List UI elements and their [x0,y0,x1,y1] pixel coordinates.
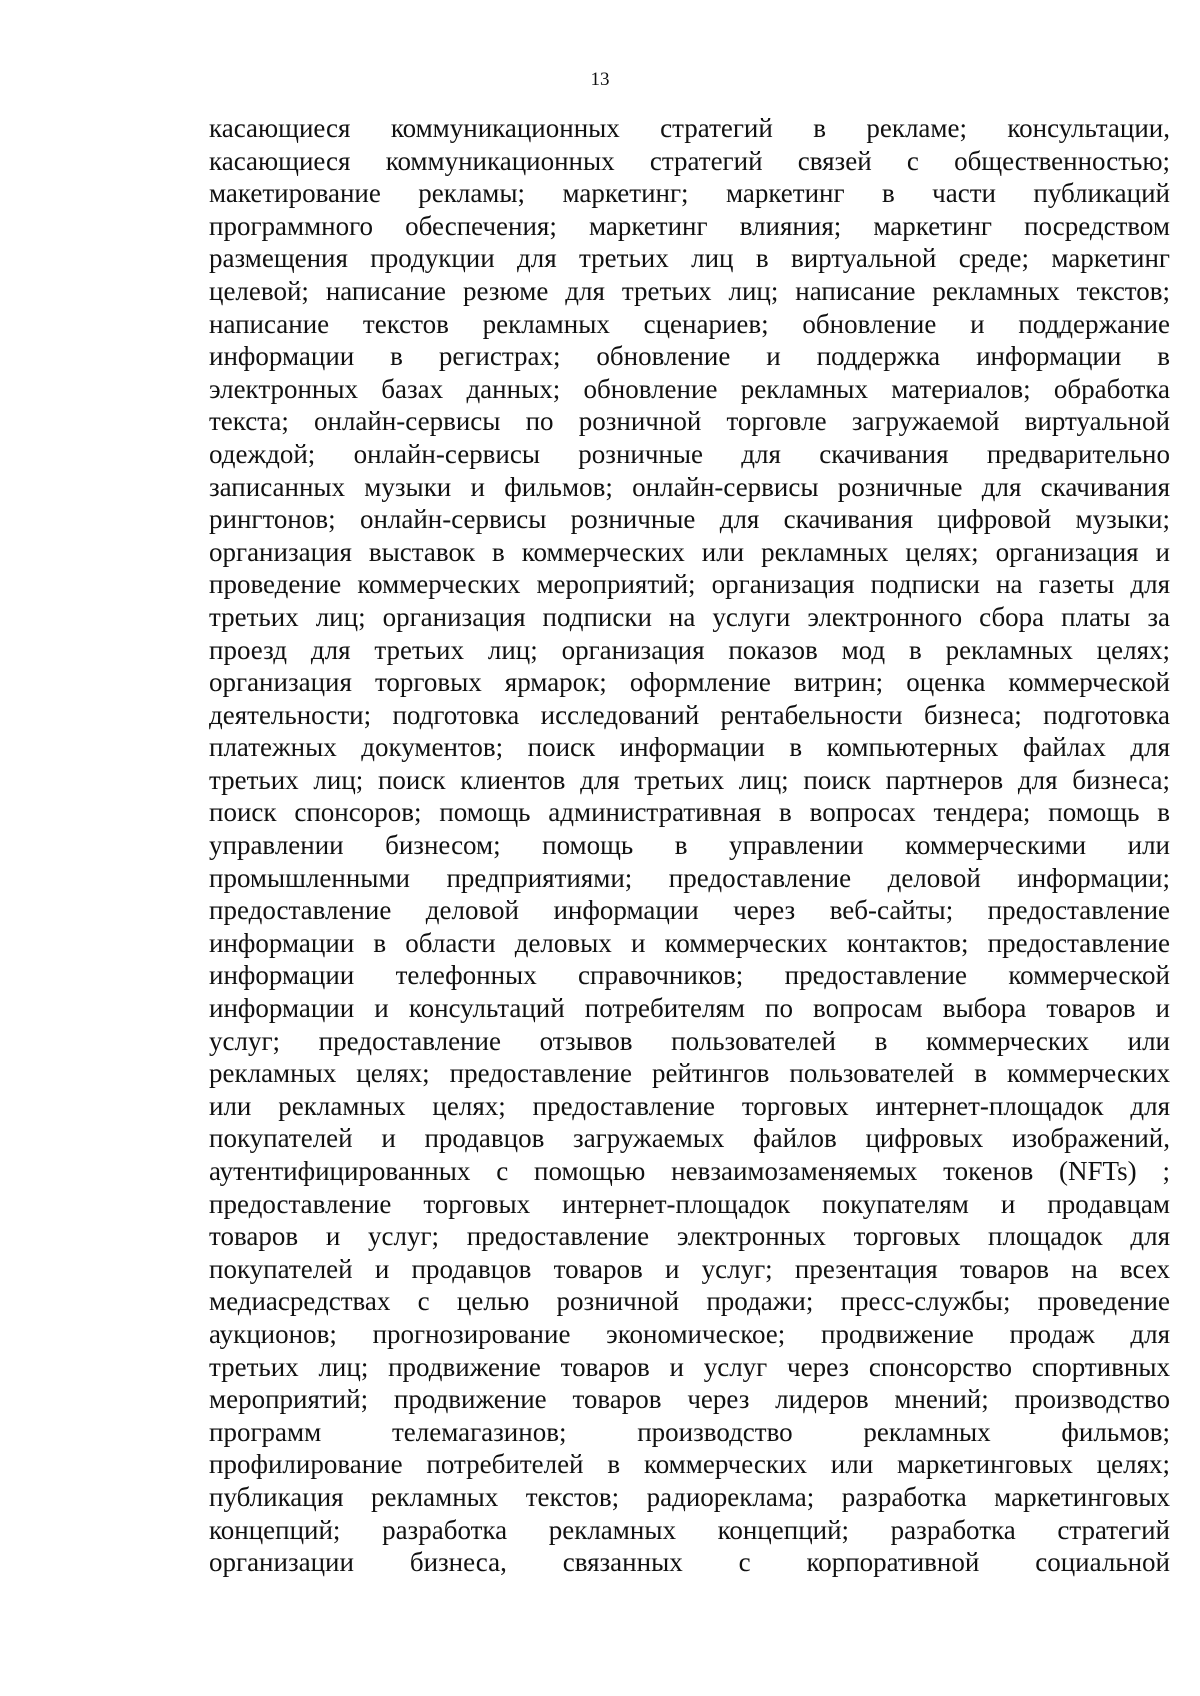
text-line: касающиеся коммуникационных стратегий в рекламе; консультации, [209,113,1170,143]
text-line: одеждой; онлайн-сервисы розничные для скачивания предварительно [209,438,1170,469]
text-line: покупателей и продавцов загружаемых файлов цифровых изображений, [209,1123,1170,1154]
text-line: рекламных целях; предоставление рейтингов пользователей в коммерческих [209,1058,1170,1089]
text-line: медиасредствах с целью розничной продажи; пресс-службы; проведение [209,1286,1170,1317]
body-text [209,112,1170,1579]
text-line: рингтонов; онлайн-сервисы розничные для скачивания цифровой музыки; [209,504,1170,535]
page-number: 13 [590,69,610,90]
text-line: аутентифицированных с помощью невзаимозаменяемых токенов (NFTs) ; [209,1156,1170,1186]
text-line: программ телемагазинов; производство рекламных фильмов; [209,1416,1170,1447]
text-line: мероприятий; продвижение товаров через лидеров мнений; производство [209,1384,1170,1415]
text-line: поиск спонсоров; помощь административная в вопросах тендера; помощь в [209,797,1170,828]
text-line: информации и консультаций потребителям по вопросам выбора товаров и [209,993,1170,1024]
text-line: текста; онлайн-сервисы по розничной торговле загружаемой виртуальной [209,406,1170,437]
text-line: публикация рекламных текстов; радиореклама; разработка маркетинговых [209,1481,1170,1512]
text-line: записанных музыки и фильмов; онлайн-сервисы розничные для скачивания [209,471,1170,502]
text-line: макетирование рекламы; маркетинг; маркетинг в части публикаций [209,178,1170,209]
text-line: предоставление деловой информации через веб-сайты; предоставление [209,895,1170,926]
text-line: информации в области деловых и коммерческих контактов; предоставление [209,927,1170,958]
text-line: информации в регистрах; обновление и поддержка информации в [209,341,1170,372]
text-line: товаров и услуг; предоставление электронных торговых площадок для [209,1221,1170,1252]
text-line: предоставление торговых интернет-площадок покупателям и продавцам [209,1188,1170,1219]
text-line: проведение коммерческих мероприятий; организация подписки на газеты для [209,569,1170,600]
text-line: промышленными предприятиями; предоставление деловой информации; [209,862,1170,893]
text-line: организации бизнеса, связанных с корпоративной социальной [209,1547,1170,1578]
text-line: покупателей и продавцов товаров и услуг; презентация товаров на всех [209,1253,1170,1284]
text-line: информации телефонных справочников; предоставление коммерческой [209,960,1170,991]
text-line: организация торговых ярмарок; оформление витрин; оценка коммерческой [209,667,1170,698]
text-line: платежных документов; поиск информации в компьютерных файлах для [209,732,1170,763]
text-line: организация выставок в коммерческих или рекламных целях; организация и [209,536,1170,567]
text-line: размещения продукции для третьих лиц в виртуальной среде; маркетинг [209,243,1170,274]
text-line: третьих лиц; продвижение товаров и услуг через спонсорство спортивных [209,1351,1170,1382]
text-line: написание текстов рекламных сценариев; обновление и поддержание [209,308,1170,339]
text-line: управлении бизнесом; помощь в управлении коммерческими или [209,830,1170,861]
text-line: аукционов; прогнозирование экономическое; продвижение продаж для [209,1318,1170,1349]
text-line: концепций; разработка рекламных концепций; разработка стратегий [209,1514,1170,1545]
text-line: деятельности; подготовка исследований рентабельности бизнеса; подготовка [209,699,1170,730]
text-line: третьих лиц; поиск клиентов для третьих лиц; поиск партнеров для бизнеса; [209,764,1170,795]
text-line: целевой; написание резюме для третьих лиц; написание рекламных текстов; [209,275,1170,306]
text-line: электронных базах данных; обновление рекламных материалов; обработка [209,373,1170,404]
text-line: третьих лиц; организация подписки на услуги электронного сбора платы за [209,601,1170,632]
text-line: услуг; предоставление отзывов пользователей в коммерческих или [209,1025,1170,1056]
text-line: касающиеся коммуникационных стратегий связей с общественностью; [209,145,1170,176]
text-line: или рекламных целях; предоставление торговых интернет-площадок для [209,1090,1170,1121]
text-line: проезд для третьих лиц; организация показов мод в рекламных целях; [209,634,1170,665]
text-line: профилирование потребителей в коммерческих или маркетинговых целях; [209,1449,1170,1480]
text-line: программного обеспечения; маркетинг влияния; маркетинг посредством [209,210,1170,241]
